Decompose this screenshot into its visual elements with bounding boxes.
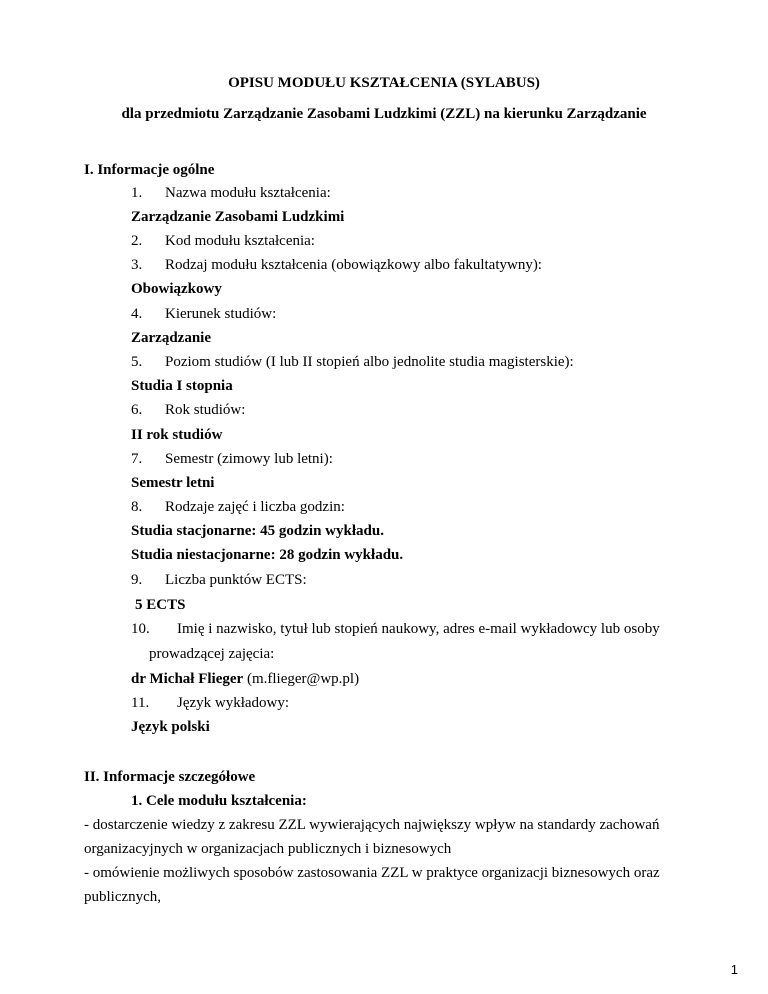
item-2-label: 2. Kod modułu kształcenia:: [131, 233, 315, 249]
item-10-label: 10. Imię i nazwisko, tytuł lub stopień naukowy, adres e-mail wykładowcy lub osoby: [131, 621, 660, 637]
section-1-heading: I. Informacje ogólne: [84, 162, 215, 178]
item-5-value: Studia I stopnia: [131, 378, 233, 394]
objectives-line: - omówienie możliwych sposobów zastosowania ZZL w praktyce organizacji biznesowych oraz: [84, 865, 660, 881]
item-3-label: 3. Rodzaj modułu kształcenia (obowiązkowy albo fakultatywny):: [131, 257, 542, 273]
document-title: OPISU MODUŁU KSZTAŁCENIA (SYLABUS): [228, 75, 540, 91]
objectives-line: organizacyjnych w organizacjach publicznych i biznesowych: [84, 841, 452, 857]
objectives-line: publicznych,: [84, 889, 162, 905]
item-3-value: Obowiązkowy: [131, 281, 222, 297]
item-10-value: dr Michał Flieger (m.flieger@wp.pl): [131, 671, 360, 687]
item-7-value: Semestr letni: [131, 475, 215, 491]
item-6-value: II rok studiów: [131, 427, 223, 443]
item-9-value: 5 ECTS: [135, 597, 186, 613]
item-10-label-cont: prowadzącej zajęcia:: [149, 646, 275, 662]
objectives-line: - dostarczenie wiedzy z zakresu ZZL wywierających największy wpływ na standardy zachowań: [84, 817, 660, 833]
item-8-value: Studia stacjonarne: 45 godzin wykładu.: [131, 523, 384, 539]
section-2-heading: II. Informacje szczegółowe: [84, 769, 256, 785]
item-1-value: Zarządzanie Zasobami Ludzkimi: [131, 209, 345, 225]
item-8-label: 8. Rodzaje zajęć i liczba godzin:: [131, 499, 345, 515]
item-9-label: 9. Liczba punktów ECTS:: [131, 572, 307, 588]
item-11-value: Język polski: [131, 719, 210, 735]
item-8-value-2: Studia niestacjonarne: 28 godzin wykładu.: [131, 547, 404, 563]
document-subtitle: dla przedmiotu Zarządzanie Zasobami Ludzkimi (ZZL) na kierunku Zarządzanie: [121, 106, 647, 122]
item-1-label: 1. Nazwa modułu kształcenia:: [131, 185, 331, 201]
item-6-label: 6. Rok studiów:: [131, 402, 246, 418]
item-11-label: 11. Język wykładowy:: [131, 695, 290, 711]
item-4-value: Zarządzanie: [131, 330, 211, 346]
item-4-label: 4. Kierunek studiów:: [131, 306, 277, 322]
item-5-label: 5. Poziom studiów (I lub II stopień albo jednolite studia magisterskie):: [131, 354, 574, 370]
page-number: 1: [730, 962, 738, 977]
section-2-subheading: 1. Cele modułu kształcenia:: [131, 793, 307, 809]
item-7-label: 7. Semestr (zimowy lub letni):: [131, 451, 333, 467]
